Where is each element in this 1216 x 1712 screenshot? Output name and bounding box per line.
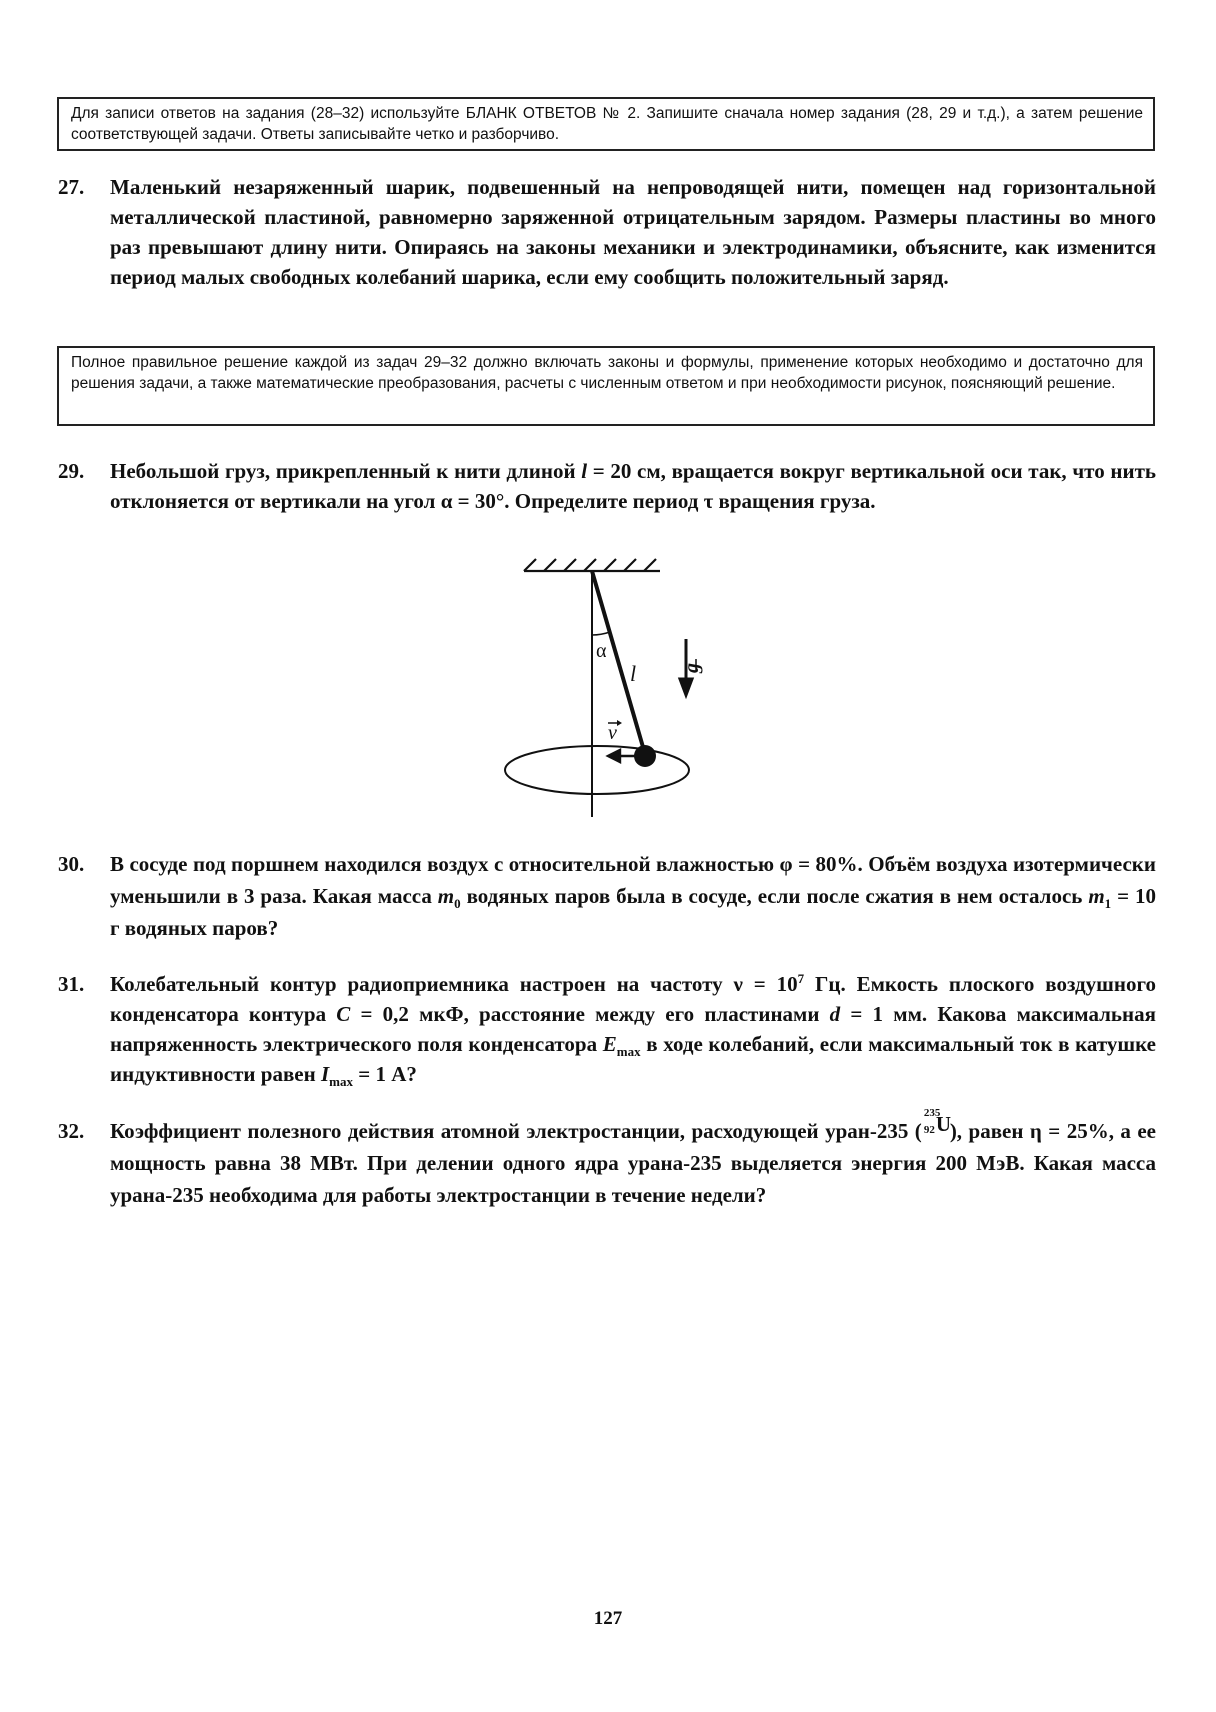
task-text: Маленький незаряженный шарик, подвешенный на непроводящей нити, помещен над горизонтальной металлической пластиной, равномерно заряженной отрицательным зарядом. Размеры пластины во много раз превышают длину нити. Опираясь на законы механики и электродинамики, объясните, как изменится период малых свободных колебаний шарика, если ему сообщить положительный заряд. [110,175,1156,289]
task-31 [58,969,1156,1089]
task-text: В сосуде под поршнем находился воздух с относительной влажностью φ = 80%. Объём воздуха изотермически уменьшили в 3 раза. Какая масса $m_0$ водяных паров была в сосуде, если после сжатия в нем осталось $m_1 = 10$ г водяных паров? [110,852,1157,940]
task-32 [58,1107,1156,1211]
task-27 [58,172,1156,292]
circular-orbit [505,746,689,794]
conical-pendulum-figure [500,555,720,825]
alpha-label: α [596,640,607,662]
gravity-label: g [681,663,703,673]
solution-requirements-box [57,346,1155,426]
task-number: 31. [58,972,85,996]
task-number: 30. [58,852,85,876]
task-text: Колебательный контур радиоприемника настроен на частоту $\nu = 10^7$ Гц. Емкость плоского воздушного конденсатора контура C = 0,2 мкФ, расстояние между его пластинами d = 1 мм. Какова максимальная напряженность электрического поля конденсатора $E_{max}$ в ходе колебаний, если максимальный ток в катушке индуктивности равен $I_{max} = 1$ А? [110,971,1156,1090]
task-number: 27. [58,175,85,199]
uranium-nuclide: 235 92 U [923,1107,951,1136]
gravity-label-group [681,659,703,674]
velocity-vector-head [617,720,622,726]
thread [592,571,645,754]
task-text: Коэффициент полезного действия атомной электростанции, расходующей уран-235 ( 235 92 U ), равен η = 25%, а ее мощность равна 38 МВт. При делении одного ядра урана-235 выделяется энергия 200 МэВ. Какая масса урана-235 необходима для работы электростанции в течение недели? [110,1107,1156,1207]
angle-arc [592,632,610,635]
length-label: l [630,661,637,686]
solution-requirements-text: Полное правильное решение каждой из задач 29–32 должно включать законы и формулы, применение которых необходимо и достаточно для решения задачи, а также математические преобразования, расчеты с численным ответом и при необходимости рисунок, поясняющий решение. [71,354,1143,392]
task-30 [58,848,1156,944]
page-number: 127 [593,1608,623,1629]
task-number: 29. [58,459,85,483]
task-29 [58,456,1156,516]
answer-instructions-box [57,97,1155,151]
velocity-label: v [608,722,617,744]
task-number: 32. [58,1119,85,1143]
task-text: Небольшой груз, прикрепленный к нити длиной l = 20 см, вращается вокруг вертикальной оси так, что нить отклоняется от вертикали на угол α = 30°. Определите период τ вращения груза. [110,459,1156,513]
answer-instructions-text: Для записи ответов на задания (28–32) используйте БЛАНК ОТВЕТОВ № 2. Запишите сначала номер задания (28, 29 и т.д.), а затем решение соответствующей задачи. Ответы записывайте четко и разборчиво. [71,105,1143,143]
ceiling-hatch [524,559,660,571]
velocity-label-group [608,720,622,744]
